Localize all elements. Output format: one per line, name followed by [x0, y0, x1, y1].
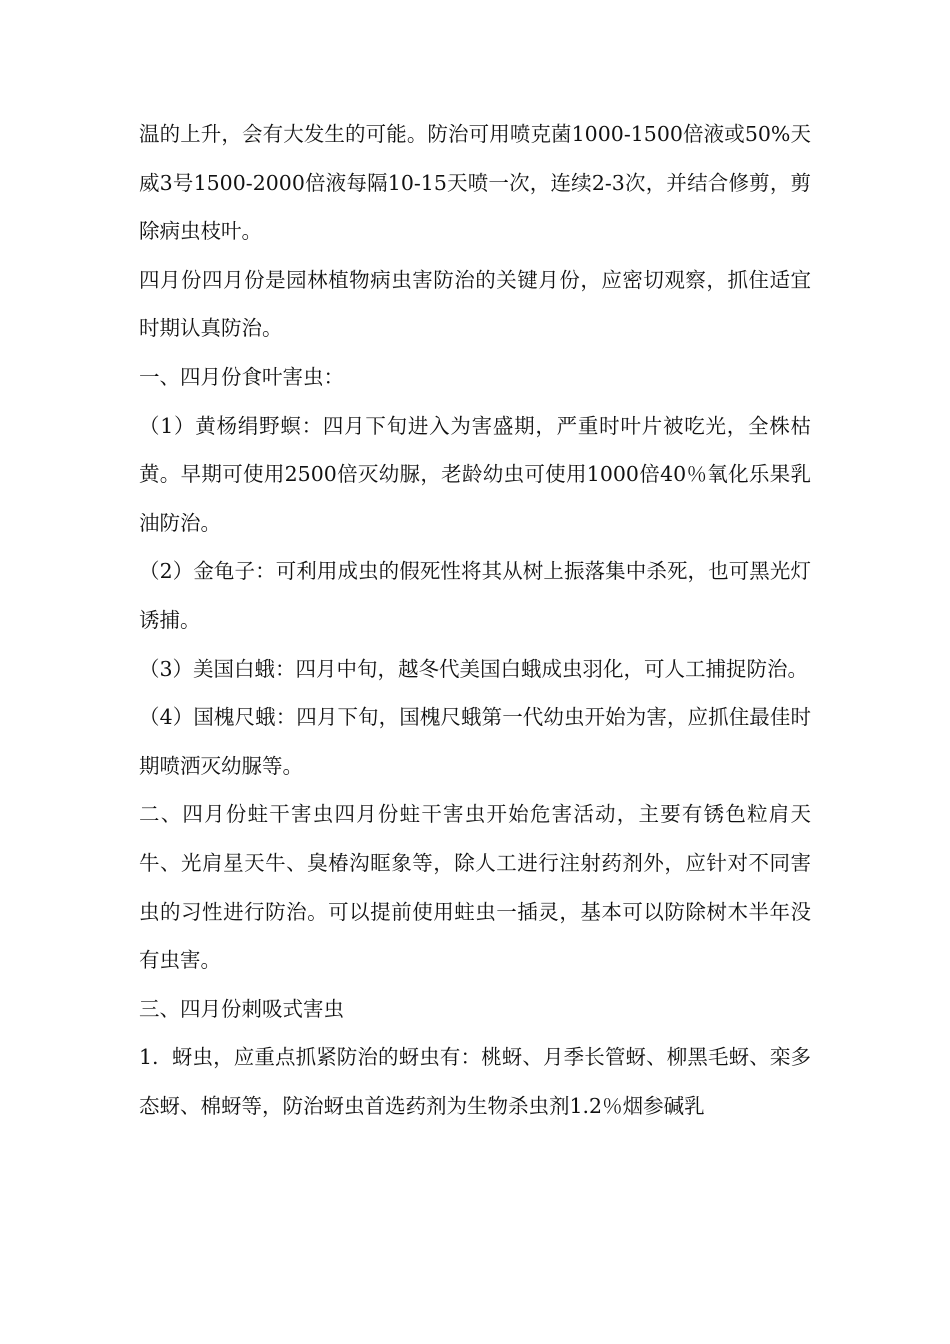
paragraph-2: 四月份四月份是园林植物病虫害防治的关键月份，应密切观察，抓住适宜时期认真防治。	[139, 267, 811, 341]
list-item-1: （1）黄杨绢野螟：四月下旬进入为害盛期，严重时叶片被吃光，全株枯黄。早期可使用2500倍灭幼脲，老龄幼虫可使用1000倍40％氧化乐果乳油防治。	[139, 413, 811, 535]
section-heading-2: 二、四月份蛀干害虫四月份蛀干害虫开始危害活动，主要有锈色粒肩天牛、光肩星天牛、臭椿沟眶象等，除人工进行注射药剂外，应针对不同害虫的习性进行防治。可以提前使用蛀虫一插灵，基本可以防除树木半年没有虫害。	[139, 802, 811, 973]
document-body	[139, 110, 811, 1130]
list-item-3: （3）美国白蛾：四月中旬，越冬代美国白蛾成虫羽化，可人工捕捉防治。	[139, 656, 809, 681]
paragraph-1: 温的上升，会有大发生的可能。防治可用喷克菌1000-1500倍液或50%天威3号1500-2000倍液每隔10-15天喷一次，连续2-3次，并结合修剪，剪除病虫枝叶。	[139, 122, 811, 244]
list-item-2: （2）金龟子：可利用成虫的假死性将其从树上振落集中杀死，也可黑光灯诱捕。	[139, 559, 811, 632]
section-heading-3: 三、四月份刺吸式害虫	[139, 996, 344, 1021]
list-item-4: （4）国槐尺蛾：四月下旬，国槐尺蛾第一代幼虫开始为害，应抓住最佳时期喷洒灭幼脲等。	[139, 705, 811, 778]
section-heading-1: 一、四月份食叶害虫：	[139, 364, 344, 389]
list-item-5: 1. 蚜虫，应重点抓紧防治的蚜虫有：桃蚜、月季长管蚜、柳黑毛蚜、栾多态蚜、棉蚜等，防治蚜虫首选药剂为生物杀虫剂1.2％烟参碱乳	[139, 1045, 811, 1118]
